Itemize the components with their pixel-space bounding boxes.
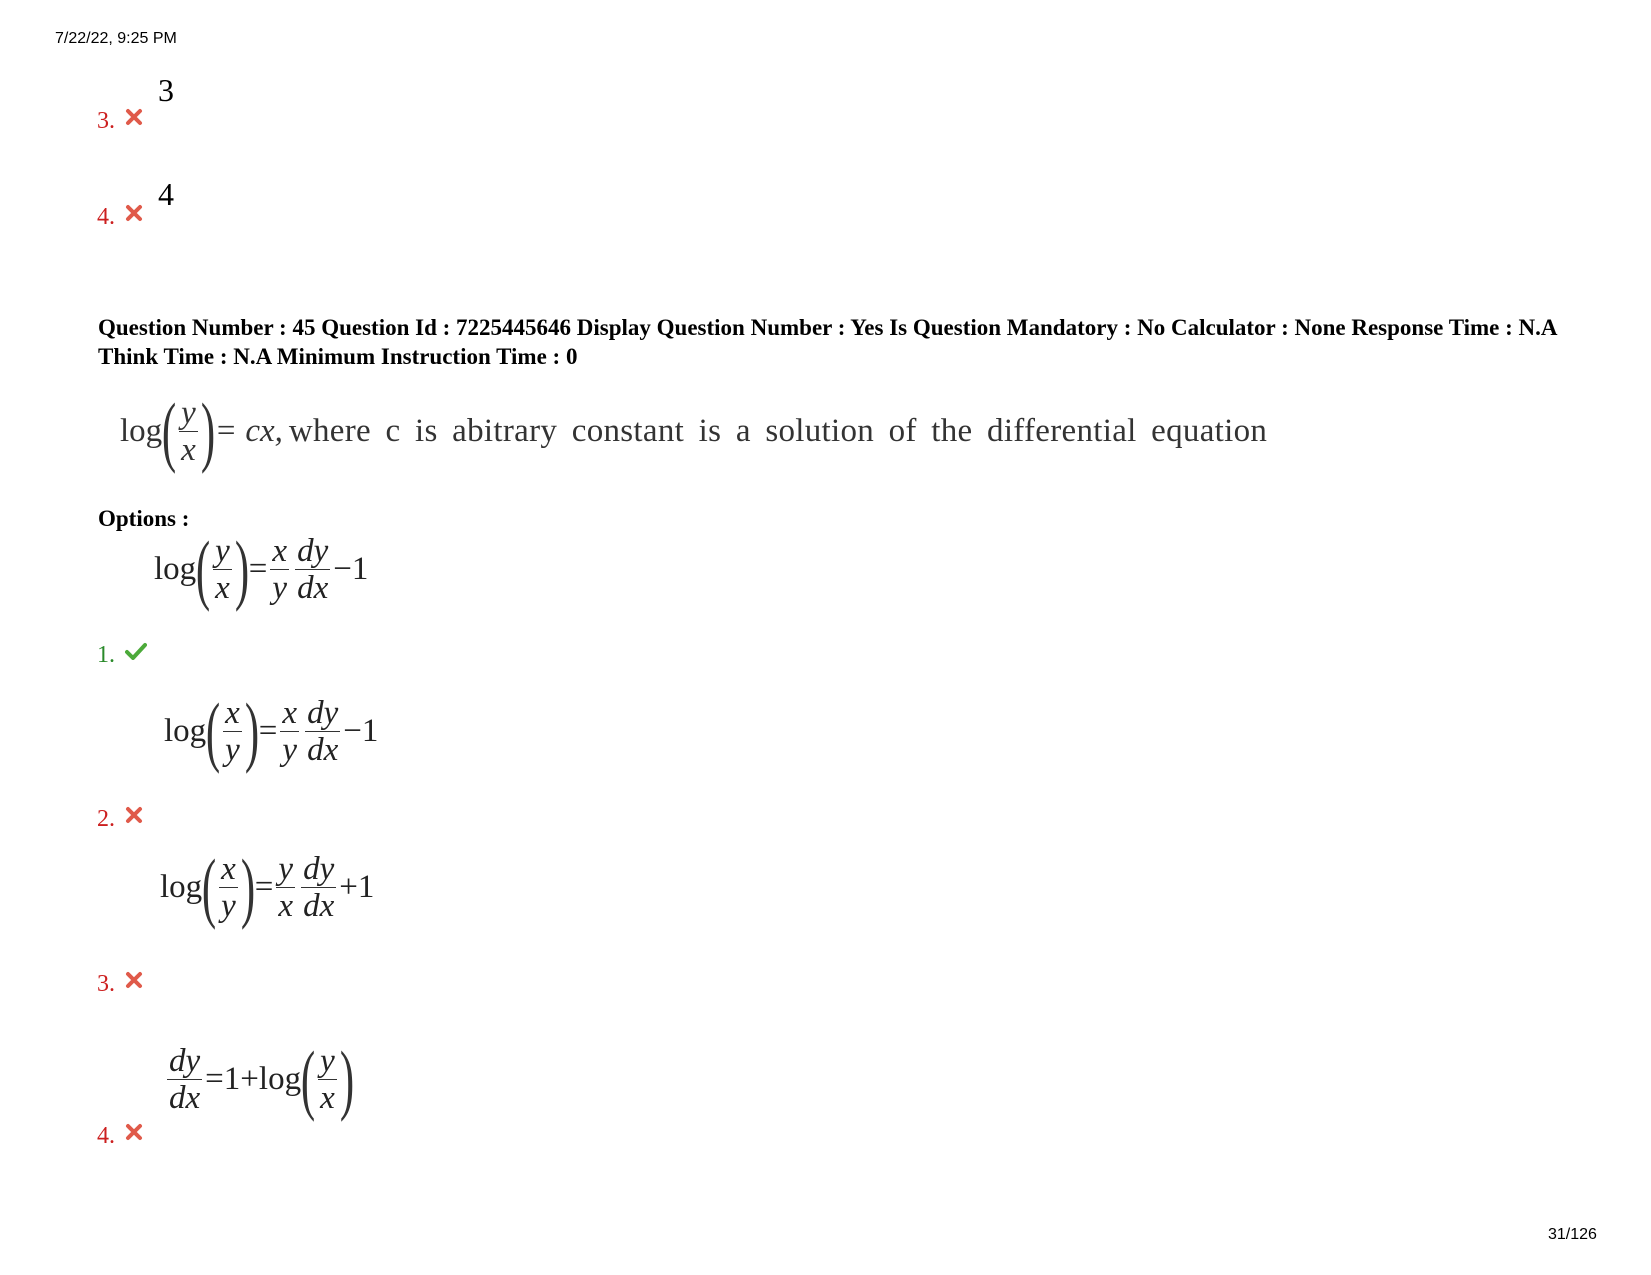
log-text: log [154,550,197,587]
fraction: $\frac{x}{y}$ [225,694,240,768]
log-text: log [258,1060,302,1097]
log-text: log [160,868,203,905]
left-paren: ( [196,525,211,612]
denominator: x [181,431,196,468]
right-paren: ) [339,1035,354,1122]
fraction [179,395,198,468]
cross-icon [125,971,143,989]
right-paren: ) [244,687,259,774]
statement-text: where c is abitrary constant is a solution of the differential equation [288,412,1268,449]
fraction: $\frac{y}{x}$ [320,1042,335,1116]
prev-option-3-value: 3 [158,72,174,108]
fraction: $\frac{x}{y}$ [282,694,298,768]
option-2-formula [164,687,379,774]
fraction: $\frac{dy}{dx}$ [307,694,339,768]
cross-icon [125,806,143,824]
prev-option-4 [97,204,143,231]
fraction: $\frac{dy}{dx}$ [169,1042,201,1116]
option-number: 4. [97,1123,115,1149]
equals: = [248,550,268,587]
log-text: log [120,412,163,449]
option-1 [97,642,147,669]
options-label: Options : [98,506,190,531]
check-icon [125,642,147,660]
prev-option-3 [97,108,143,135]
option-4-formula [164,1035,354,1122]
constant-term: −1 [343,712,379,749]
log-text: log [164,712,207,749]
left-paren: ( [206,687,221,774]
left-paren: ( [202,843,217,930]
option-number: 1. [97,642,115,668]
right-paren: ) [240,843,255,930]
constant-term: −1 [333,550,369,587]
print-datetime: 7/22/22, 9:25 PM [55,30,177,47]
fraction: $\frac{y}{x}$ [278,850,294,924]
option-number: 3. [97,971,115,997]
fraction: $\frac{x}{y}$ [272,532,288,606]
constant-term: 1+ [223,1060,259,1097]
right-paren: ) [200,387,215,474]
fraction: $\frac{y}{x}$ [215,532,230,606]
cross-icon [125,108,143,126]
question-meta: Question Number : 45 Question Id : 7225445646 Display Question Number : Yes Is Question Mandatory : No Calculator : None Response Time : N.A Think Time : N.A Minimum Instruction Time : 0 [98,315,1557,369]
option-number: 4. [97,204,115,230]
option-3-formula [160,843,375,930]
prev-option-4-value: 4 [158,176,174,212]
option-4 [97,1123,143,1150]
option-1-formula [154,525,369,612]
numerator: y [181,394,196,431]
option-number: 2. [97,806,115,832]
question-statement [120,387,1268,474]
left-paren: ( [300,1035,316,1122]
fraction: $\frac{dy}{dx}$ [303,850,335,924]
equals: = [254,868,274,905]
equals: = [258,712,278,749]
cross-icon [125,1123,143,1141]
left-paren: ( [162,387,177,474]
constant-term: +1 [339,868,375,905]
page-number: 31/126 [1548,1226,1597,1243]
cross-icon [125,204,143,222]
equals: = [205,1060,224,1097]
option-number: 3. [97,108,115,134]
option-3 [97,971,143,998]
fraction: $\frac{x}{y}$ [221,850,236,924]
rhs: = cx, [214,412,283,449]
option-2 [97,806,143,833]
fraction: $\frac{dy}{dx}$ [297,532,329,606]
right-paren: ) [234,525,249,612]
